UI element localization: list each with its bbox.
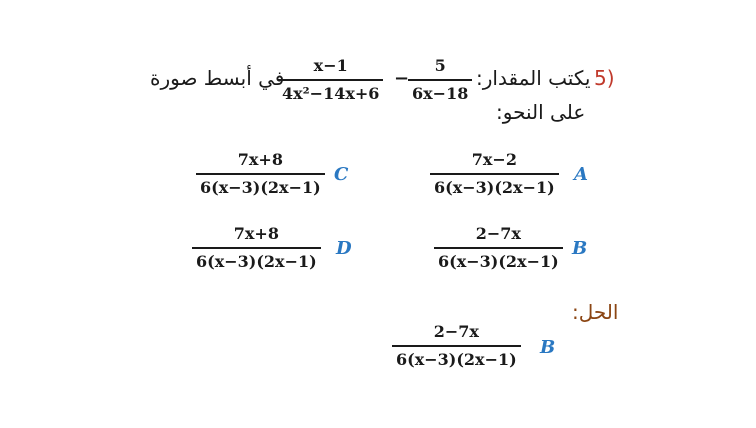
minus-sign: −: [394, 68, 410, 89]
fraction-2-denominator: 6x−18: [412, 83, 469, 103]
question-fraction-1: [278, 56, 383, 104]
option-b-denominator: 6(x−3)(2x−1): [438, 251, 559, 271]
fraction-1-numerator: x−1: [313, 56, 348, 75]
option-a-numerator: 7x−2: [471, 150, 517, 169]
option-a-bar: [430, 173, 559, 175]
fraction-1-bar: [278, 79, 383, 81]
option-c-fraction: [196, 150, 325, 198]
option-a-denominator: 6(x−3)(2x−1): [434, 177, 555, 197]
option-d-fraction: [192, 224, 321, 272]
option-a-label[interactable]: A: [574, 164, 588, 185]
option-b-bar: [434, 247, 563, 249]
fraction-1-denominator: 4x²−14x+6: [282, 83, 380, 103]
question-simplest-text: في أبسط صورة: [150, 66, 285, 90]
question-fraction-2: [408, 56, 472, 104]
option-d-numerator: 7x+8: [233, 224, 279, 243]
option-d-denominator: 6(x−3)(2x−1): [196, 251, 317, 271]
question-number: 5): [594, 66, 615, 90]
solution-denominator: 6(x−3)(2x−1): [396, 349, 517, 369]
solution-fraction: [392, 322, 521, 370]
solution-bar: [392, 345, 521, 347]
fraction-2-numerator: 5: [434, 56, 446, 75]
solution-heading: الحل:: [572, 300, 619, 324]
option-c-label[interactable]: C: [334, 164, 349, 185]
fraction-2-bar: [408, 79, 472, 81]
option-d-label[interactable]: D: [336, 238, 352, 259]
question-line2-text: على النحو:: [496, 100, 586, 124]
option-c-denominator: 6(x−3)(2x−1): [200, 177, 321, 197]
option-c-bar: [196, 173, 325, 175]
solution-numerator: 2−7x: [433, 322, 479, 341]
question-intro-text: يكتب المقدار:: [476, 66, 591, 90]
option-c-numerator: 7x+8: [237, 150, 283, 169]
option-b-numerator: 2−7x: [475, 224, 521, 243]
option-b-fraction: [434, 224, 563, 272]
option-a-fraction: [430, 150, 559, 198]
option-d-bar: [192, 247, 321, 249]
solution-label: B: [540, 337, 556, 358]
option-b-label[interactable]: B: [572, 238, 588, 259]
